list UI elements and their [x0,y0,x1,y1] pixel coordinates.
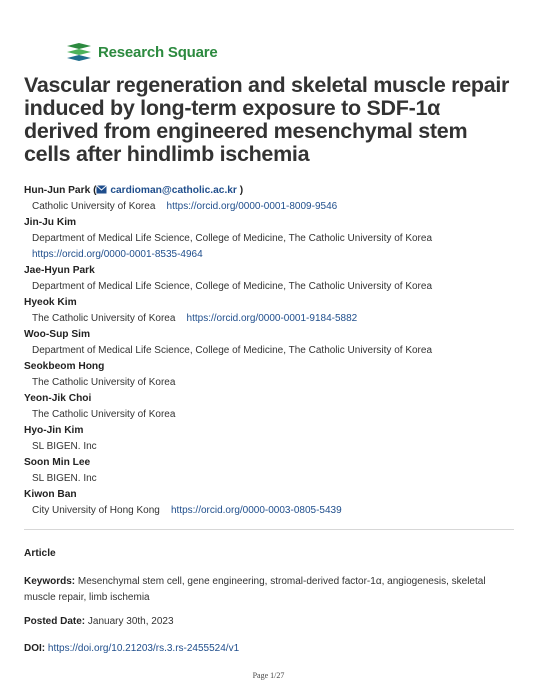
keywords-value: Mesenchymal stem cell, gene engineering, stromal-derived factor-1α, angiogenesis, skeletal muscle repair, limb ischemia [24,576,486,603]
posted-date [24,616,174,627]
author-entry [24,391,524,423]
section-divider [24,529,514,530]
author-affiliation: Department of Medical Life Science, College of Medicine, The Catholic University of Korea [32,233,433,244]
page-number: Page 1/27 [252,671,285,680]
author-affiliation: City University of Hong Kong [32,505,160,516]
author-entry [24,295,524,327]
posted-date-label: Posted Date: [24,616,86,627]
author-list [24,183,524,519]
orcid-link[interactable]: https://orcid.org/0000-0003-0805-5439 [170,505,342,516]
author-name: Jin-Ju Kim [24,217,77,228]
author-name: Soon Min Lee [24,457,91,468]
author-entry [24,487,524,519]
author-affiliation: Department of Medical Life Science, College of Medicine, The Catholic University of Korea [32,345,433,356]
author-entry [24,215,524,263]
author-entry [24,327,524,359]
author-name: Woo-Sup Sim [24,329,91,340]
author-affiliation: The Catholic University of Korea [32,409,176,420]
author-name-line: Hun-Jun Park ( cardioman@catholic.ac.kr ) [24,185,244,196]
author-entry [24,263,524,295]
envelope-icon [96,185,107,194]
article-type: Article [24,548,56,559]
doi [24,643,239,654]
orcid-link[interactable]: https://orcid.org/0000-0001-8009-9546 [166,201,338,212]
author-name: Kiwon Ban [24,489,77,500]
author-entry [24,455,524,487]
author-name: Jae-Hyun Park [24,265,95,276]
brand-logo [66,42,218,62]
author-name: Hyo-Jin Kim [24,425,84,436]
keywords-label: Keywords: [24,576,76,587]
author-entry [24,423,524,455]
author-affiliation: Catholic University of Korea [32,201,156,212]
research-square-logo-icon [66,42,92,62]
orcid-link[interactable]: https://orcid.org/0000-0001-9184-5882 [186,313,358,324]
author-affiliation-line [24,503,524,519]
doi-label: DOI: [24,643,46,654]
author-name: Hun-Jun Park [24,185,91,196]
brand-name: Research Square [98,43,218,61]
paper-title: Vascular regeneration and skeletal muscle repair induced by long-term exposure to SDF-1α derived from engineered mesenchymal stem cells after hindlimb ischemia [24,73,510,166]
author-email-link[interactable]: cardioman@catholic.ac.kr [110,185,237,196]
author-affiliation-line [24,311,524,327]
author-name: Yeon-Jik Choi [24,393,92,404]
author-entry [24,183,524,215]
author-affiliation: SL BIGEN. Inc [32,441,97,452]
author-affiliation-line [24,199,524,215]
author-entry [24,359,524,391]
doi-link[interactable]: https://doi.org/10.21203/rs.3.rs-2455524/v1 [47,643,240,654]
keywords [24,574,514,606]
posted-date-value: January 30th, 2023 [87,616,174,627]
author-affiliation: The Catholic University of Korea [32,313,176,324]
author-name: Seokbeom Hong [24,361,105,372]
author-affiliation: The Catholic University of Korea [32,377,176,388]
orcid-link[interactable]: https://orcid.org/0000-0001-8535-4964 [32,249,203,260]
author-affiliation: Department of Medical Life Science, College of Medicine, The Catholic University of Korea [32,281,433,292]
author-name: Hyeok Kim [24,297,77,308]
author-affiliation: SL BIGEN. Inc [32,473,97,484]
